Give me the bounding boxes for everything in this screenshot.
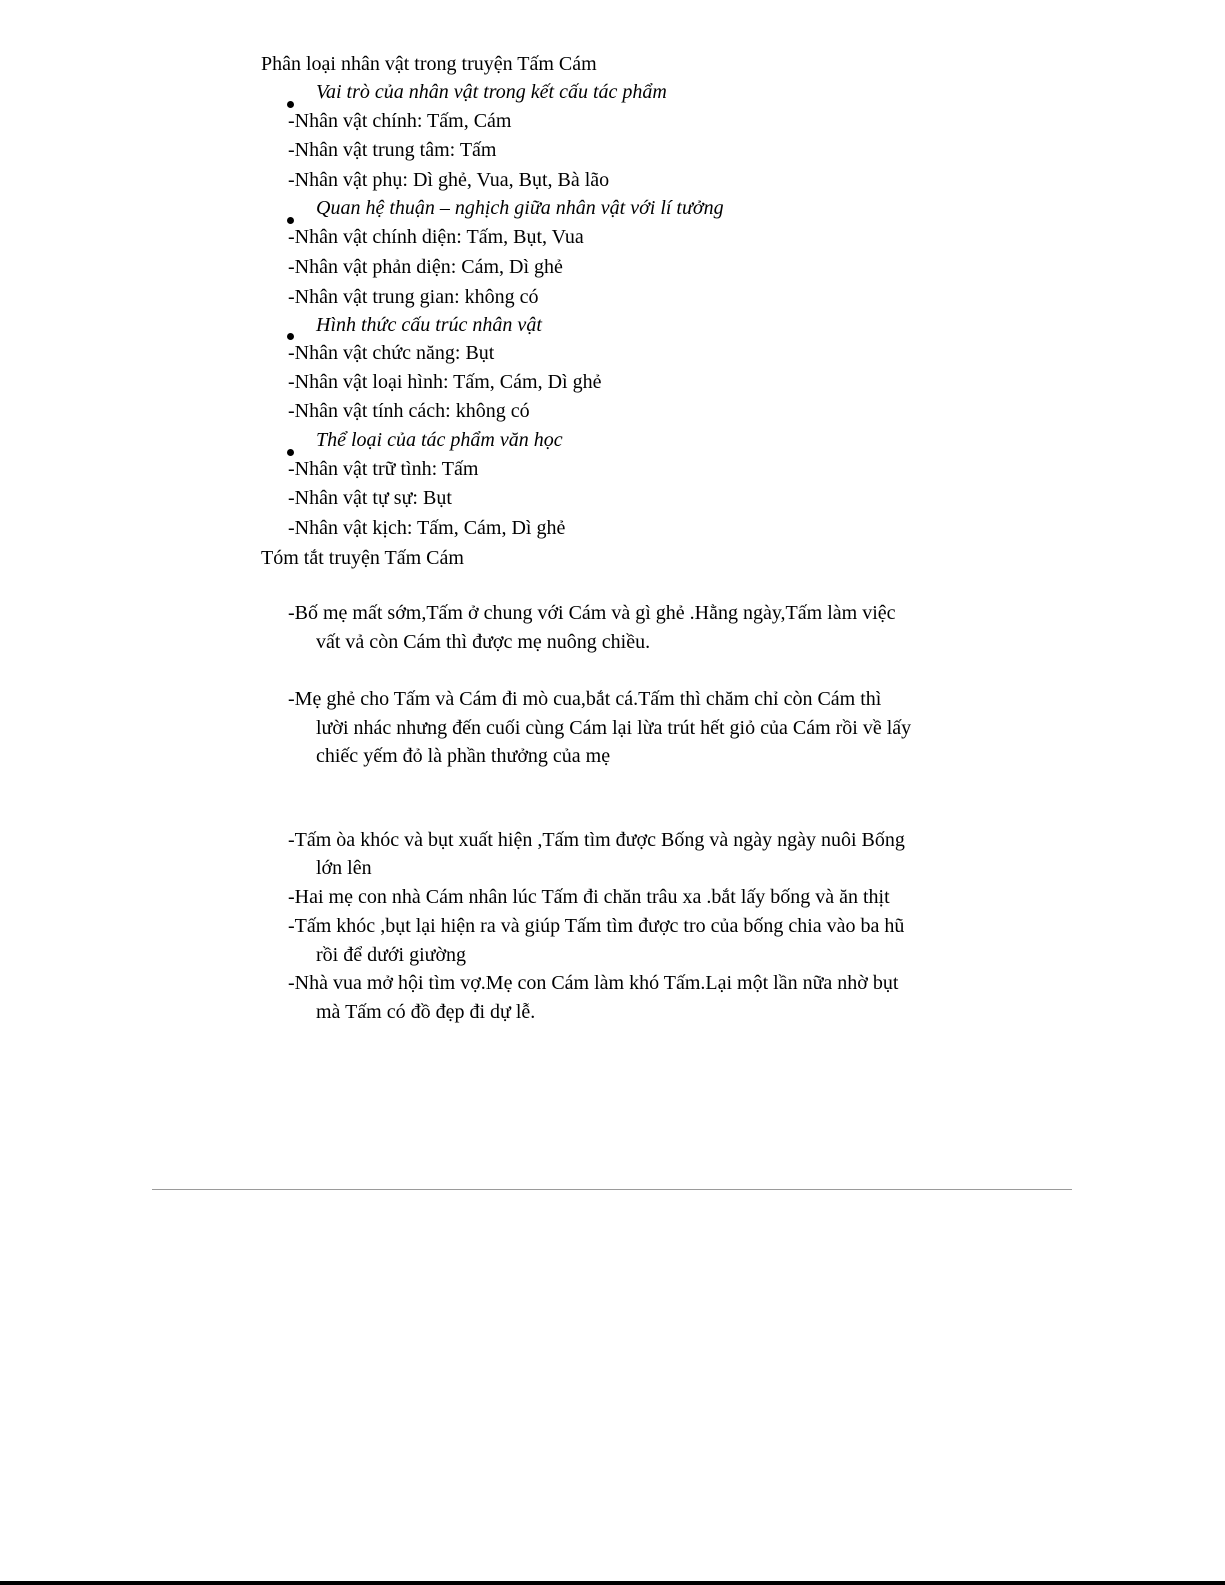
group-heading: Quan hệ thuận – nghịch giữa nhân vật với lí tưởng — [316, 197, 724, 219]
list-item: -Nhân vật trữ tình: Tấm — [288, 458, 479, 480]
bullet-icon — [287, 217, 294, 224]
summary-line: -Hai mẹ con nhà Cám nhân lúc Tấm đi chăn trâu xa .bắt lấy bống và ăn thịt — [288, 886, 890, 908]
group-heading: Vai trò của nhân vật trong kết cấu tác phẩm — [316, 81, 667, 103]
section-title: Phân loại nhân vật trong truyện Tấm Cám — [261, 53, 597, 75]
summary-line: -Nhà vua mở hội tìm vợ.Mẹ con Cám làm khó Tấm.Lại một lần nữa nhờ bụt — [288, 972, 899, 994]
summary-line: -Tấm khóc ,bụt lại hiện ra và giúp Tấm tìm được tro của bống chia vào ba hũ — [288, 915, 905, 937]
summary-line: -Tấm òa khóc và bụt xuất hiện ,Tấm tìm được Bống và ngày ngày nuôi Bống — [288, 829, 905, 851]
list-item: -Nhân vật tự sự: Bụt — [288, 487, 452, 509]
summary-line: chiếc yếm đỏ là phần thưởng của mẹ — [316, 745, 611, 767]
summary-line: lớn lên — [316, 857, 372, 879]
list-item: -Nhân vật chính diện: Tấm, Bụt, Vua — [288, 226, 584, 248]
bullet-icon — [287, 333, 294, 340]
list-item: -Nhân vật kịch: Tấm, Cám, Dì ghẻ — [288, 517, 566, 539]
list-item: -Nhân vật trung tâm: Tấm — [288, 139, 497, 161]
list-item: -Nhân vật tính cách: không có — [288, 400, 530, 422]
list-item: -Nhân vật trung gian: không có — [288, 286, 539, 308]
list-item: -Nhân vật chính: Tấm, Cám — [288, 110, 512, 132]
bullet-icon — [287, 101, 294, 108]
list-item: -Nhân vật loại hình: Tấm, Cám, Dì ghẻ — [288, 371, 602, 393]
summary-line: lười nhác nhưng đến cuối cùng Cám lại lừa trút hết giỏ của Cám rồi về lấy — [316, 717, 912, 739]
summary-line: mà Tấm có đồ đẹp đi dự lễ. — [316, 1001, 536, 1023]
summary-line: vất vả còn Cám thì được mẹ nuông chiều. — [316, 631, 651, 653]
horizontal-divider — [152, 1189, 1072, 1190]
summary-line: -Bố mẹ mất sớm,Tấm ở chung với Cám và gì ghẻ .Hằng ngày,Tấm làm việc — [288, 602, 896, 624]
list-item: -Nhân vật chức năng: Bụt — [288, 342, 495, 364]
page-bottom-edge — [0, 1581, 1225, 1585]
group-heading: Hình thức cấu trúc nhân vật — [316, 314, 542, 336]
bullet-icon — [287, 449, 294, 456]
list-item: -Nhân vật phụ: Dì ghẻ, Vua, Bụt, Bà lão — [288, 169, 610, 191]
list-item: -Nhân vật phản diện: Cám, Dì ghẻ — [288, 256, 563, 278]
summary-line: -Mẹ ghẻ cho Tấm và Cám đi mò cua,bắt cá.Tấm thì chăm chỉ còn Cám thì — [288, 688, 882, 710]
summary-line: rồi để dưới giường — [316, 944, 467, 966]
section-title: Tóm tắt truyện Tấm Cám — [261, 547, 464, 569]
group-heading: Thể loại của tác phẩm văn học — [316, 429, 563, 451]
